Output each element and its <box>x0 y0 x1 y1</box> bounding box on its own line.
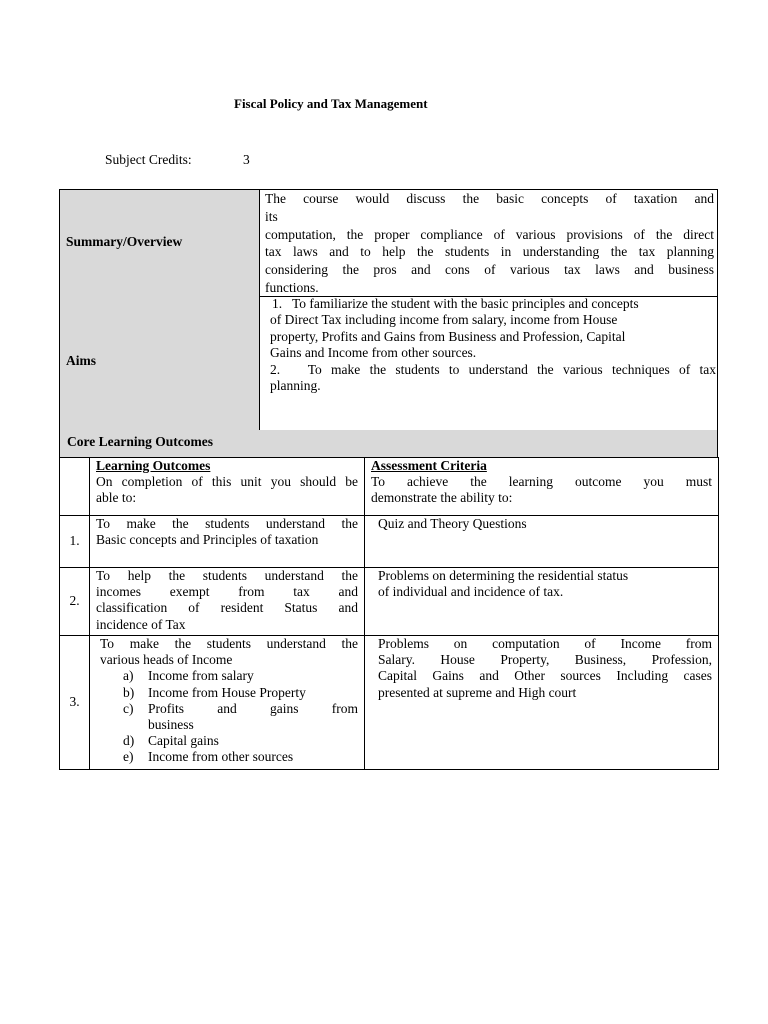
table-row <box>60 568 719 636</box>
outcome-line: Basic concepts and Principles of taxation <box>96 532 319 548</box>
criteria-cell <box>365 516 719 568</box>
criteria-description-line: To achieve the learning outcome you must <box>371 474 712 490</box>
list-item <box>123 749 358 765</box>
criteria-cell <box>365 636 719 770</box>
aims-text <box>270 296 716 394</box>
criteria-column-title: Assessment Criteria <box>371 458 487 473</box>
list-item-text: Income from House Property <box>148 684 306 700</box>
table-row <box>60 516 719 568</box>
list-item <box>123 668 358 684</box>
criteria-line: Quiz and Theory Questions <box>378 516 527 531</box>
aims-line: planning. <box>270 378 321 394</box>
subject-credits-label: Subject Credits: <box>105 152 192 167</box>
criteria-line: Salary. House Property, Business, Profession, <box>378 652 712 668</box>
document-title: Fiscal Policy and Tax Management <box>234 96 428 111</box>
outcome-line: To help the students understand the <box>96 568 358 583</box>
outcomes-description-line: On completion of this unit you should be <box>96 474 358 490</box>
outcome-line: To make the students understand the <box>96 516 358 531</box>
aims-line: of Direct Tax including income from salary, income from House <box>270 312 618 328</box>
outcome-line: incidence of Tax <box>96 616 186 632</box>
criteria-header-cell <box>365 458 719 516</box>
outcome-cell <box>90 516 365 568</box>
outcome-line: To make the students understand the <box>100 636 358 651</box>
outcome-cell <box>90 636 365 770</box>
summary-line: its <box>265 208 278 224</box>
list-item <box>123 733 358 749</box>
outcomes-table <box>59 457 719 770</box>
summary-label-cell <box>60 190 260 296</box>
outcomes-header-cell <box>90 458 365 516</box>
list-item-text: Income from salary <box>148 668 254 684</box>
list-marker: a) <box>123 668 134 684</box>
outcome-line: classification of resident Status and <box>96 600 358 616</box>
aims-line: Gains and Income from other sources. <box>270 345 477 361</box>
summary-line: considering the pros and cons of various tax laws and business <box>265 262 714 278</box>
list-marker: e) <box>123 749 134 765</box>
criteria-line: of individual and incidence of tax. <box>378 584 564 600</box>
list-item <box>123 685 358 701</box>
list-item-text: Capital gains <box>148 733 219 749</box>
row-number: 3. <box>60 636 90 770</box>
criteria-line: presented at supreme and High court <box>378 684 577 700</box>
core-outcomes-heading-bar <box>59 430 718 457</box>
outcome-line: incomes exempt from tax and <box>96 584 358 600</box>
aims-line: 1. To familiarize the student with the basic principles and concepts <box>272 296 639 311</box>
criteria-line: Problems on computation of Income from <box>378 636 712 651</box>
list-item-text: Income from other sources <box>148 749 294 765</box>
criteria-line: Capital Gains and Other sources Including cases <box>378 668 712 684</box>
summary-row <box>59 189 718 297</box>
core-outcomes-heading: Core Learning Outcomes <box>67 434 213 449</box>
list-item-text: business <box>148 717 194 733</box>
outcomes-description-line: able to: <box>96 490 137 506</box>
summary-line: tax laws and to help the students in understanding the tax planning <box>265 244 714 260</box>
table-cell-empty <box>60 458 90 516</box>
summary-text <box>265 190 714 297</box>
income-heads-list <box>100 668 358 765</box>
criteria-description-line: demonstrate the ability to: <box>371 490 513 506</box>
summary-line: computation, the proper compliance of various provisions of the direct <box>265 226 714 242</box>
list-item <box>123 701 358 733</box>
list-marker: d) <box>123 733 135 749</box>
row-number: 2. <box>60 568 90 636</box>
summary-line: functions. <box>265 279 319 295</box>
outcome-cell <box>90 568 365 636</box>
row-number: 1. <box>60 516 90 568</box>
table-header-row <box>60 458 719 516</box>
list-item-text: Profits and gains from <box>148 700 358 716</box>
subject-credits-value: 3 <box>243 152 250 167</box>
aims-line: 2. To make the students to understand the various techniques of tax <box>270 361 716 377</box>
aims-label-cell <box>60 296 260 430</box>
criteria-line: Problems on determining the residential status <box>378 568 629 583</box>
table-row <box>60 636 719 770</box>
outcomes-column-title: Learning Outcomes <box>96 458 211 473</box>
list-marker: b) <box>123 684 135 700</box>
summary-label: Summary/Overview <box>66 234 183 249</box>
list-marker: c) <box>123 700 134 716</box>
aims-row <box>59 296 718 430</box>
criteria-cell <box>365 568 719 636</box>
aims-label: Aims <box>66 353 96 368</box>
outcome-line: various heads of Income <box>100 652 233 668</box>
aims-line: property, Profits and Gains from Business and Profession, Capital <box>270 328 626 344</box>
summary-line: The course would discuss the basic concepts of taxation and <box>265 191 714 206</box>
